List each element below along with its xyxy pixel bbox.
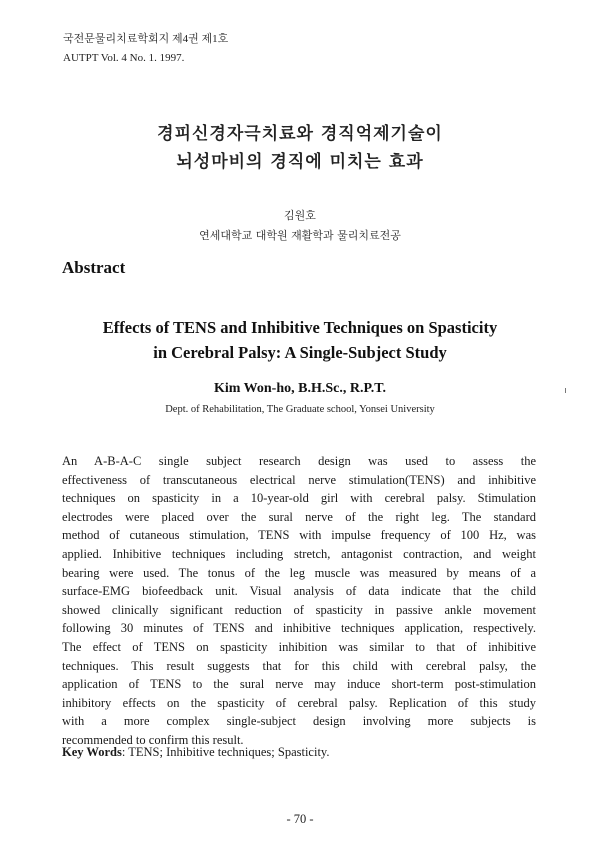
korean-title <box>0 120 600 176</box>
abstract-line: bearing were used. The tonus of the leg muscle was measured by means of a <box>62 565 536 580</box>
keywords-value: TENS; Inhibitive techniques; Spasticity. <box>128 745 330 759</box>
korean-author-affiliation: 연세대학교 대학원 재활학과 물리치료전공 <box>199 229 401 242</box>
abstract-line: techniques on spasticity in a 10-year-old girl with cerebral palsy. Stimulation <box>62 491 536 506</box>
journal-header <box>63 30 228 68</box>
abstract-line: surface-EMG biofeedback unit. Visual analysis of data indicate that the child <box>62 584 536 599</box>
english-title <box>0 315 600 365</box>
abstract-line: application of TENS to the sural nerve may induce short-term post-stimulation <box>62 677 536 692</box>
english-title-line-1: Effects of TENS and Inhibitive Techniques on Spasticity <box>102 318 498 337</box>
korean-author-block <box>0 206 600 246</box>
abstract-line: An A-B-A-C single subject research design was used to assess the <box>62 454 536 468</box>
korean-author-name: 김원호 <box>284 209 316 222</box>
abstract-line: showed clinically significant reduction of spasticity in passive ankle movement <box>62 602 536 617</box>
korean-title-line-2: 뇌성마비의 경직에 미치는 효과 <box>176 152 424 172</box>
abstract-line: method of cutaneous stimulation, TENS with impulse frequency of 100 Hz, was <box>62 528 536 543</box>
margin-mark <box>565 388 566 393</box>
keywords-label: Key Words <box>62 745 122 759</box>
abstract-line: The effect of TENS on spasticity inhibition was similar to that of inhibitive <box>62 639 536 654</box>
abstract-line: recommended to confirm this result. <box>62 732 244 747</box>
abstract-line: effectiveness of transcutaneous electrical nerve stimulation(TENS) and inhibitive <box>62 472 536 487</box>
abstract-line: with a more complex single-subject design involving more subjects is <box>62 714 536 729</box>
abstract-line: techniques. This result suggests that for this child with cerebral palsy, the <box>62 658 536 673</box>
journal-name-korean: 국전문물리치료학회지 제4권 제1호 <box>63 33 229 45</box>
abstract-line: following 30 minutes of TENS and inhibitive techniques application, respectively. <box>62 621 536 636</box>
abstract-line: inhibitory effects on the spasticity of cerebral palsy. Replication of this study <box>62 695 536 710</box>
english-title-line-2: in Cerebral Palsy: A Single-Subject Study <box>153 343 447 362</box>
page-number: - 70 - <box>286 812 314 826</box>
keywords: Key Words: TENS; Inhibitive techniques; Spasticity. <box>62 745 330 759</box>
english-author-name: Kim Won-ho, B.H.Sc., R.P.T. <box>213 381 387 396</box>
abstract-body <box>62 452 536 750</box>
journal-name-english: AUTPT Vol. 4 No. 1. 1997. <box>63 52 185 64</box>
korean-title-line-1: 경피신경자극치료와 경직억제기술이 <box>157 124 443 144</box>
abstract-heading: Abstract <box>62 258 126 277</box>
abstract-line: electrodes were placed over the sural nerve of the right leg. The standard <box>62 509 536 524</box>
english-author-affiliation: Dept. of Rehabilitation, The Graduate school, Yonsei University <box>165 404 435 415</box>
abstract-line: applied. Inhibitive techniques including stretch, antagonist contraction, and weight <box>62 546 536 561</box>
